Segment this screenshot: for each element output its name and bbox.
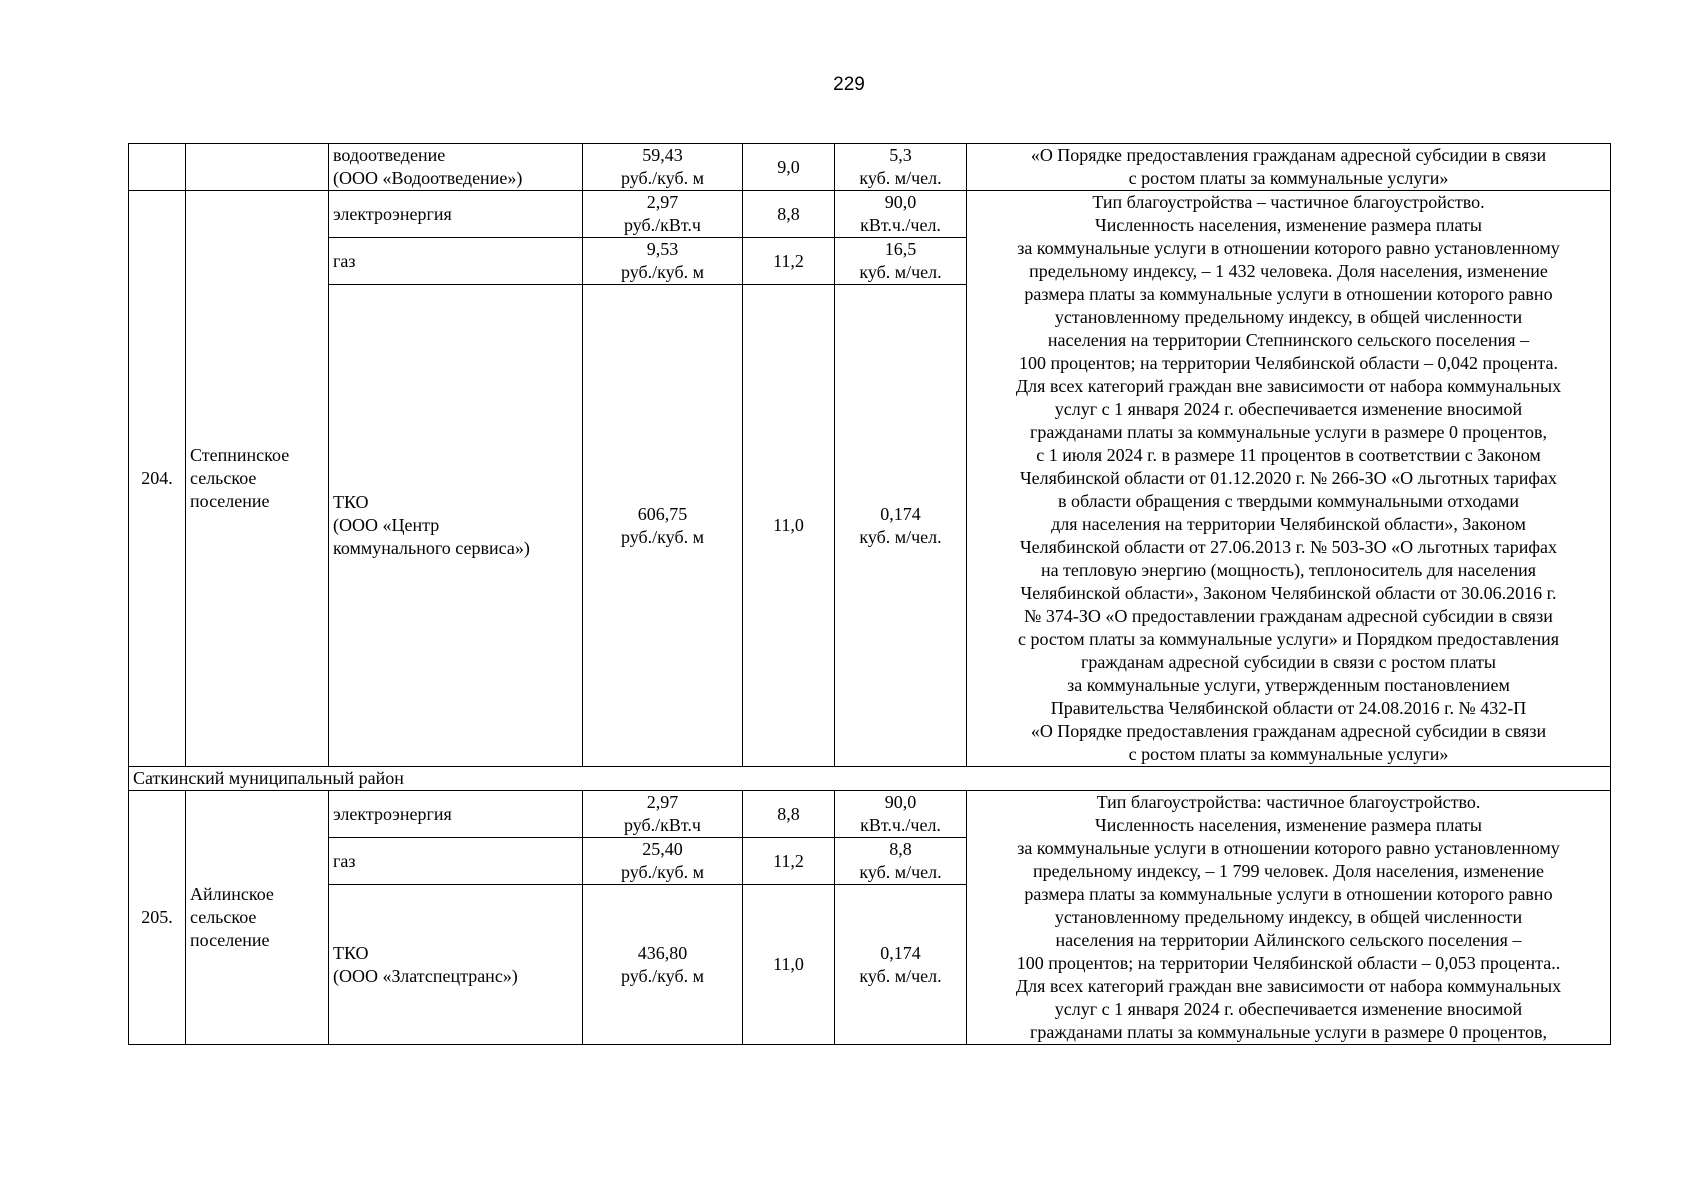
row-number-cell: 205. <box>129 791 186 1045</box>
growth-index-cell: 11,0 <box>743 285 835 767</box>
growth-index-cell: 11,2 <box>743 238 835 285</box>
settlement-cell: Степнинское сельское поселение <box>186 191 329 767</box>
tariff-cell: 606,75 руб./куб. м <box>583 285 743 767</box>
utility-cell: водоотведение (ООО «Водоотведение») <box>329 144 583 191</box>
table-row <box>129 144 1611 191</box>
settlement-cell <box>186 144 329 191</box>
row-number-cell: 204. <box>129 191 186 767</box>
utility-cell: газ <box>329 838 583 885</box>
settlement-cell: Айлинское сельское поселение <box>186 791 329 1045</box>
table-row <box>129 191 1611 238</box>
growth-index-cell: 8,8 <box>743 791 835 838</box>
volume-cell: 90,0 кВт.ч./чел. <box>835 791 967 838</box>
tariff-table <box>128 143 1611 1045</box>
table-row <box>129 791 1611 838</box>
utility-cell: ТКО (ООО «Центр коммунального сервиса») <box>329 285 583 767</box>
page-number: 229 <box>833 74 865 95</box>
tariff-cell: 2,97 руб./кВт.ч <box>583 191 743 238</box>
volume-cell: 5,3 куб. м/чел. <box>835 144 967 191</box>
growth-index-cell: 11,0 <box>743 885 835 1045</box>
description-cell: Тип благоустройства: частичное благоустройство. Численность населения, изменение размера платы за коммунальные услуги в отношении которого равно установленному предельному индексу, – 1 799 человек. Доля населения, изменение размера платы за коммунальные услуги в отношении которого равно установленному предельному индексу, в общей численности населения на территории Айлинского сельского поселения – 100 процентов; на территории Челябинской области – 0,053 процента.. Для всех категорий граждан вне зависимости от набора коммунальных услуг с 1 января 2024 г. обеспечивается изменение вносимой гражданами платы за коммунальные услуги в размере 0 процентов, <box>967 791 1611 1045</box>
tariff-cell: 25,40 руб./куб. м <box>583 838 743 885</box>
tariff-cell: 2,97 руб./кВт.ч <box>583 791 743 838</box>
utility-cell: ТКО (ООО «Златспецтранс») <box>329 885 583 1045</box>
utility-cell: газ <box>329 238 583 285</box>
volume-cell: 16,5 куб. м/чел. <box>835 238 967 285</box>
utility-cell: электроэнергия <box>329 791 583 838</box>
volume-cell: 0,174 куб. м/чел. <box>835 885 967 1045</box>
volume-cell: 8,8 куб. м/чел. <box>835 838 967 885</box>
section-header: Саткинский муниципальный район <box>129 767 1611 791</box>
growth-index-cell: 11,2 <box>743 838 835 885</box>
volume-cell: 0,174 куб. м/чел. <box>835 285 967 767</box>
description-cell: Тип благоустройства – частичное благоустройство. Численность населения, изменение размера платы за коммунальные услуги в отношении которого равно установленному предельному индексу, – 1 432 человека. Доля населения, изменение размера платы за коммунальные услуги в отношении которого равно установленному предельному индексу, в общей численности населения на территории Степнинского сельского поселения – 100 процентов; на территории Челябинской области – 0,042 процента. Для всех категорий граждан вне зависимости от набора коммунальных услуг с 1 января 2024 г. обеспечивается изменение вносимой гражданами платы за коммунальные услуги в размере 0 процентов, с 1 июля 2024 г. в размере 11 процентов в соответствии с Законом Челябинской области от 01.12.2020 г. № 266-ЗО «О льготных тарифах в области обращения с твердыми коммунальными отходами для населения на территории Челябинской области», Законом Челябинской области от 27.06.2013 г. № 503-ЗО «О льготных тарифах на тепловую энергию (мощность), теплоноситель для населения Челябинской области», Законом Челябинской области от 30.06.2016 г. № 374-ЗО «О предоставлении гражданам адресной субсидии в связи с ростом платы за коммунальные услуги» и Порядком предоставления гражданам адресной субсидии в связи с ростом платы за коммунальные услуги, утвержденным постановлением Правительства Челябинской области от 24.08.2016 г. № 432-П «О Порядке предоставления гражданам адресной субсидии в связи с ростом платы за коммунальные услуги» <box>967 191 1611 767</box>
tariff-cell: 59,43 руб./куб. м <box>583 144 743 191</box>
tariff-cell: 436,80 руб./куб. м <box>583 885 743 1045</box>
utility-cell: электроэнергия <box>329 191 583 238</box>
row-number-cell <box>129 144 186 191</box>
growth-index-cell: 8,8 <box>743 191 835 238</box>
growth-index-cell: 9,0 <box>743 144 835 191</box>
tariff-cell: 9,53 руб./куб. м <box>583 238 743 285</box>
description-cell: «О Порядке предоставления гражданам адресной субсидии в связи с ростом платы за коммунальные услуги» <box>967 144 1611 191</box>
volume-cell: 90,0 кВт.ч./чел. <box>835 191 967 238</box>
table-row <box>129 767 1611 791</box>
